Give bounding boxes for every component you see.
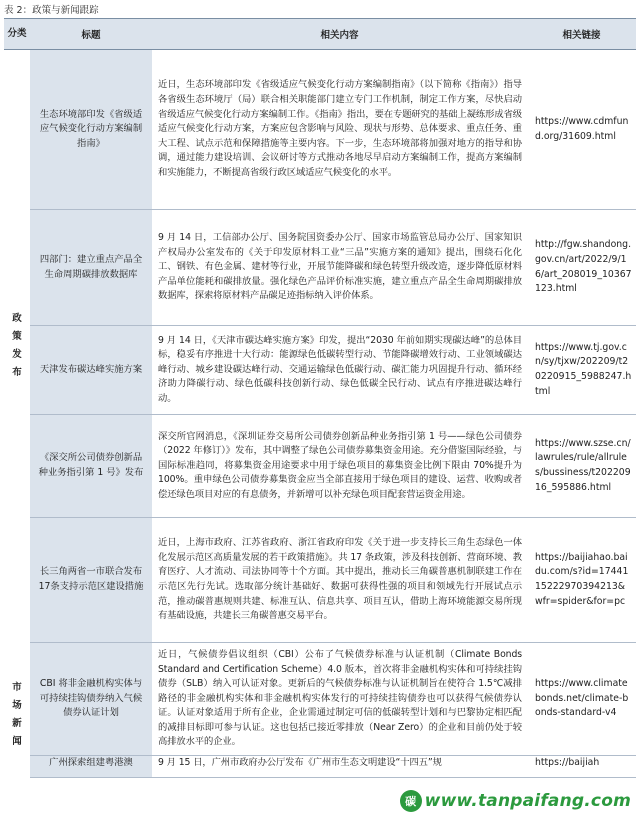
row-content: 深交所官网消息，《深圳证券交易所公司债券创新品种业务指引第 1 号——绿色公司债券（2022 年修订）》发布，其中调整了绿色公司债券募集资金用途。充分借鉴国际经验，与国际标准趋同，将募集资金用途要求中用于绿色项目的募集资金比例下限由 70%提升为 100%。重申绿色公司债券募集资金应当全部直接用于绿色项目的建设、运营、收购或者偿还绿色项目对应的有息债务，并新增可以补充绿色项目配套营运资金用途。 [152, 415, 527, 518]
row-title: CBI 将非金融机构实体与可持续挂钩债券纳入气候债券认证计划 [30, 643, 152, 756]
row-link[interactable]: https://www.climatebonds.net/climate-bonds-standard-v4 [527, 643, 636, 756]
row-content: 9 月 14 日，工信部办公厅、国务院国资委办公厅、国家市场监管总局办公厅、国家知识产权局办公室发布的《关于印发原材料工业“三品”实施方案的通知》提出，围绕石化化工、钢铁、有色金属、建材等行业，开展节能降碳和绿色转型升级改造，逐步降低原材料产品单位能耗和碳排放量。强化绿色产品评价标准实施，建立重点产品全生命周期碳排放数据库，探索将原材料产品碳足迹指标纳入评价体系。 [152, 210, 527, 326]
row-title: 天津发布碳达峰实施方案 [30, 326, 152, 415]
row-content: 9 月 14 日，《天津市碳达峰实施方案》印发，提出“2030 年前如期实现碳达峰”的总体目标，稳妥有序推进十大行动：能源绿色低碳转型行动、节能降碳增效行动、工业领域碳达峰行动、城乡建设碳达峰行动、交通运输绿色低碳行动、碳汇能力巩固提升行动、循环经济助力降碳行动、绿色低碳科技创新行动、绿色低碳全民行动、试点有序推进碳达峰行动。 [152, 326, 527, 415]
category-policy: 政策发布 [4, 50, 30, 643]
category-market: 市场新闻 [4, 643, 30, 778]
table-header-row [4, 19, 636, 50]
table-row [4, 210, 636, 326]
row-title: 四部门：建立重点产品全生命周期碳排放数据库 [30, 210, 152, 326]
carbon-logo-icon: 碳 [400, 790, 422, 812]
policy-news-table [4, 18, 636, 778]
site-watermark [396, 789, 635, 813]
table-row [4, 756, 636, 778]
header-link: 相关链接 [527, 19, 636, 50]
row-link[interactable]: https://baijiah [527, 756, 636, 778]
row-title: 《深交所公司债券创新品种业务指引第 1 号》发布 [30, 415, 152, 518]
row-title: 生态环境部印发《省级适应气候变化行动方案编制指南》 [30, 50, 152, 210]
row-content: 近日，气候债券倡议组织（CBI）公布了气候债券标准与认证机制（Climate Bonds Standard and Certification Scheme）4.0 版本，首次将非金融机构实体和可持续挂钩债券（SLB）纳入可认证对象。更新后的气候债券标准与认证机制旨在使符合 1.5℃减排路径的非金融机构实体和非金融机构实体发行的可持续挂钩债券也可以获得气候债券认证。认证对象适用于所有企业，企业需通过制定可信的低碳转型计划和与巴黎协定相匹配的减排目标即可参与认证。这也包括已接近零排放（Near Zero）的企业和目前仍处于较高排放水平的企业。 [152, 643, 527, 756]
table-row [4, 326, 636, 415]
header-category: 分类 [4, 19, 30, 50]
row-link[interactable]: https://www.tj.gov.cn/sy/tjxw/202209/t20220915_5988247.html [527, 326, 636, 415]
header-title: 标题 [30, 19, 152, 50]
table-caption: 表 2：政策与新闻跟踪 [4, 5, 99, 16]
watermark-url: www.tanpaifang.com [424, 791, 631, 811]
row-link[interactable]: http://fgw.shandong.gov.cn/art/2022/9/16/art_208019_10367123.html [527, 210, 636, 326]
row-content: 近日，上海市政府、江苏省政府、浙江省政府印发《关于进一步支持长三角生态绿色一体化发展示范区高质量发展的若干政策措施》。共 17 条政策，涉及科技创新、营商环境、教育医疗、人才流动、司法协同等十个方面。其中提出，推动长三角碳普惠机制联建工作在示范区先行先试。选取部分统计基础好、数据可获得性强的项目和领域先行开展试点示范，推动碳普惠规则共建、标准互认、信息共享、项目互认，借助上海环境能源交易所现有基础设施，共建长三角碳普惠交易平台。 [152, 518, 527, 643]
table-row [4, 50, 636, 210]
table-row [4, 643, 636, 756]
header-content: 相关内容 [152, 19, 527, 50]
row-content: 近日，生态环境部印发《省级适应气候变化行动方案编制指南》（以下简称《指南》）指导各省级生态环境厅（局）联合相关职能部门建立专门工作机制，制定工作方案，尽快启动省级适应气候变化行动方案编制工作。《指南》指出，要在专题研究的基础上凝练形成省级适应气候变化行动方案，方案应包含影响与风险、现状与形势、总体要求、重点任务、重大工程、试点示范和保障措施等主要内容。下一步，生态环境部将加强对地方的指导和协调，通过能力建设培训、会议研讨等方式推动各地尽早启动方案编制工作，提高方案编制和实施能力，不断提高省级行政区域适应气候变化的水平。 [152, 50, 527, 210]
row-content: 9 月 15 日，广州市政府办公厅发布《广州市生态文明建设“十四五”规 [152, 756, 527, 778]
row-link[interactable]: https://baijiahao.baidu.com/s?id=1744115222970394213&wfr=spider&for=pc [527, 518, 636, 643]
table-row [4, 518, 636, 643]
row-link[interactable]: https://www.cdmfund.org/31609.html [527, 50, 636, 210]
table-row [4, 415, 636, 518]
row-link[interactable]: https://www.szse.cn/lawrules/rule/allrules/bussiness/t20220916_595886.html [527, 415, 636, 518]
row-title: 广州探索组建粤港澳 [30, 756, 152, 778]
row-title: 长三角两省一市联合发布17条支持示范区建设措施 [30, 518, 152, 643]
